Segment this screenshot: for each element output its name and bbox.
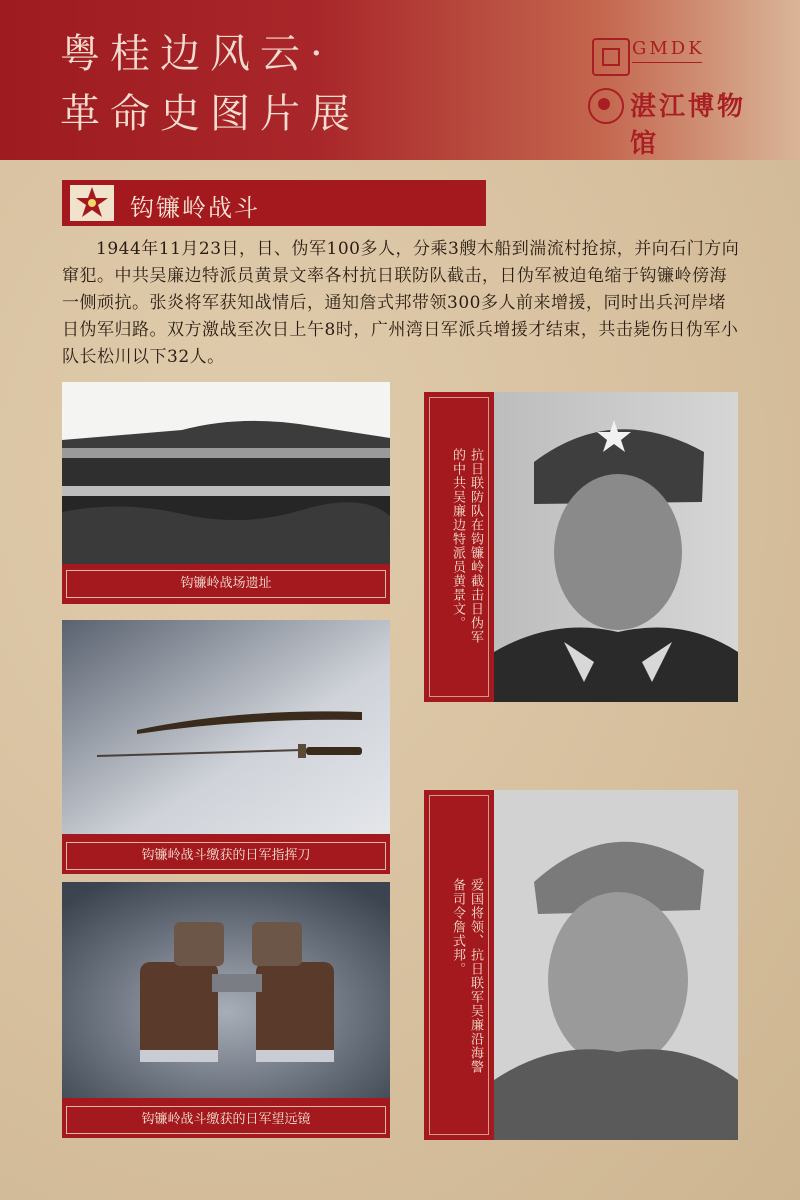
gmdk-mark-icon: [592, 38, 630, 76]
gmdk-logo: [592, 38, 705, 78]
binoculars-photo: [62, 882, 390, 1098]
zhanjiang-museum-logo: [588, 86, 768, 159]
photo-card-battlefield: [62, 382, 390, 604]
sword-photo: [62, 620, 390, 834]
photo-card-binoculars: [62, 882, 390, 1138]
museum-seal-icon: [588, 88, 624, 124]
photo-caption: 钩镰岭战场遗址: [66, 570, 386, 598]
portrait1-caption: 抗日联防队在钩镰岭截击日伪军的中共吴廉边特派员黄景文。: [450, 448, 483, 644]
photo-caption: 钩镰岭战斗缴获的日军指挥刀: [66, 842, 386, 870]
battlefield-photo: [62, 382, 390, 564]
portrait2-caption-panel: [424, 790, 494, 1140]
portrait-zhan-shibang: [494, 790, 738, 1140]
photo-caption: 钩镰岭战斗缴获的日军望远镜: [66, 1106, 386, 1134]
section-title: 钩镰岭战斗: [130, 194, 260, 222]
intro-paragraph: 1944年11月23日，日、伪军100多人，分乘3艘木船到湍流村抢掠，并向石门方向窜犯。中共吴廉边特派员黄景文率各村抗日联防队截击，日伪军被迫龟缩于钩镰岭傍海一侧顽抗。张炎将军获知战情后，通知詹式邦带领300多人前来增援，同时出兵河岸堵日伪军归路。双方激战至次日上午8时，广州湾日军派兵增援才结束，共击毙伤日伪军小队长松川以下32人。: [62, 239, 740, 367]
portrait1-caption-panel: [424, 392, 494, 702]
museum-name: 湛江博物馆: [630, 92, 747, 159]
portrait-huang-jingwen: [494, 392, 738, 702]
party-star-badge: [70, 185, 114, 221]
exhibition-title-line2: 革命史图片展: [60, 91, 360, 137]
red-star-icon: [74, 185, 110, 221]
photo-card-sword: [62, 620, 390, 874]
exhibition-title-line1: 粤桂边风云·: [60, 31, 333, 77]
section-title-bar: [62, 180, 486, 226]
gmdk-logo-text: GMDK: [632, 38, 705, 59]
portrait2-caption: 爱国将领、抗日联军吴廉沿海警备司令詹式邦。: [450, 878, 483, 1074]
